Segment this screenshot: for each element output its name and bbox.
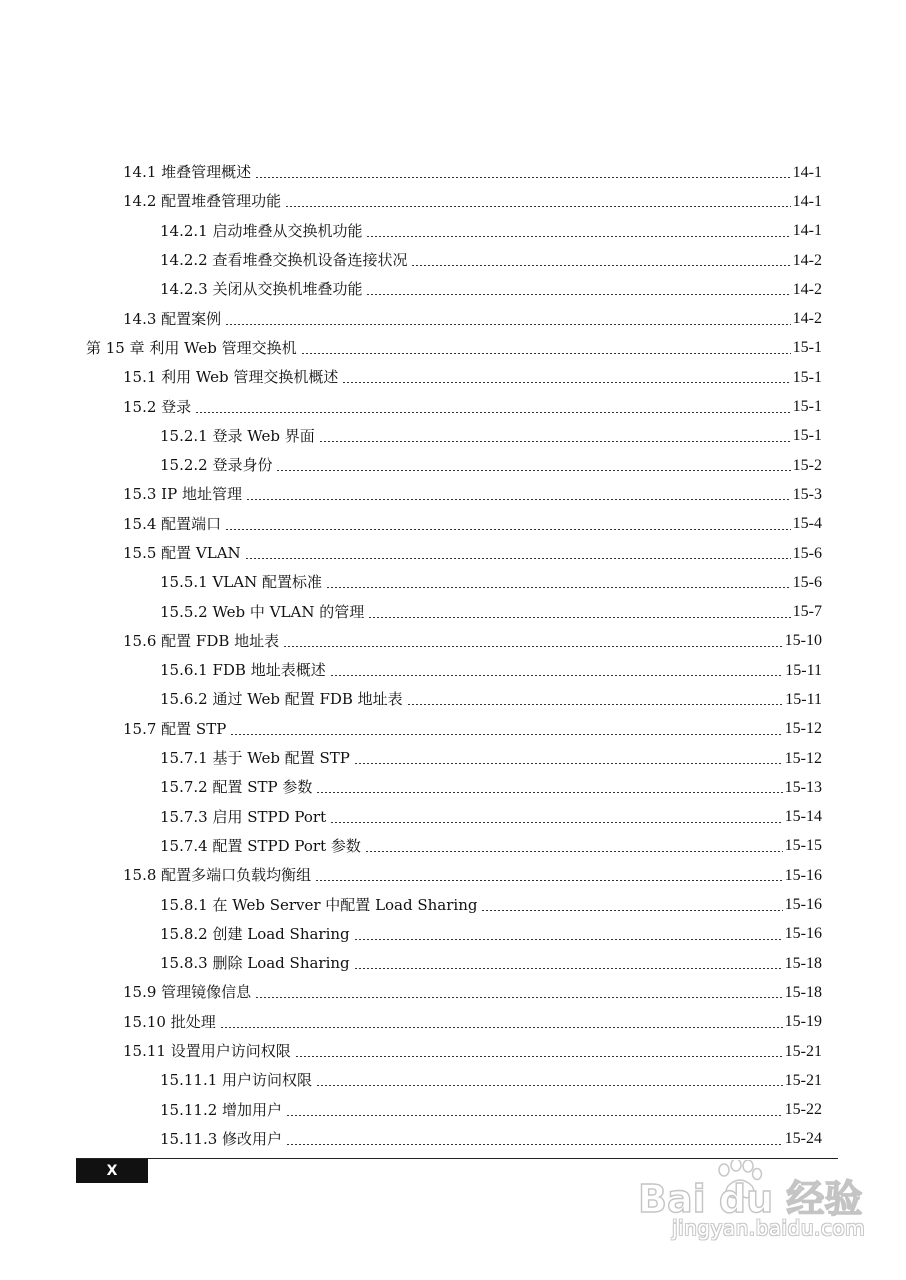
- toc-entry: [0, 539, 906, 568]
- toc-entry-title: 15.11.3 修改用户: [160, 1129, 283, 1148]
- toc-entry-title: 14.2 配置堆叠管理功能: [123, 192, 282, 211]
- toc-entry-page: 15-3: [792, 485, 822, 503]
- toc-entry: [0, 1008, 906, 1037]
- toc-entry-title: 14.2.3 关闭从交换机堆叠功能: [160, 280, 363, 299]
- toc-dot-leader: [315, 880, 783, 881]
- toc-dot-leader: [276, 470, 790, 471]
- toc-entry-page: 15-12: [784, 720, 822, 738]
- toc-dot-leader: [354, 939, 783, 940]
- toc-entry: [0, 597, 906, 626]
- toc-dot-leader: [319, 441, 791, 442]
- toc-entry-page: 15-1: [792, 427, 822, 445]
- toc-dot-leader: [286, 1115, 783, 1116]
- toc-entry: [0, 422, 906, 451]
- toc-entry-title: 14.2.2 查看堆叠交换机设备连接状况: [160, 251, 408, 270]
- toc-entry: [0, 1096, 906, 1125]
- toc-entry-title: 15.11.1 用户访问权限: [160, 1071, 313, 1090]
- toc-dot-leader: [245, 558, 791, 559]
- toc-dot-leader: [195, 412, 791, 413]
- toc-entry: [0, 1066, 906, 1095]
- toc-dot-leader: [230, 734, 782, 735]
- toc-dot-leader: [342, 382, 790, 383]
- toc-entry-title: 15.5.2 Web 中 VLAN 的管理: [160, 602, 365, 621]
- toc-entry: [0, 217, 906, 246]
- toc-entry: [0, 1037, 906, 1066]
- toc-entry: [0, 773, 906, 802]
- toc-entry-page: 15-21: [784, 1042, 822, 1060]
- toc-dot-leader: [220, 1027, 783, 1028]
- toc-entry: [0, 861, 906, 890]
- toc-dot-leader: [354, 968, 783, 969]
- toc-dot-leader: [316, 792, 782, 793]
- toc-entry-title: 15.7 配置 STP: [123, 719, 227, 738]
- baidu-paw-logo-icon: [636, 1160, 866, 1220]
- toc-entry: [0, 656, 906, 685]
- toc-entry-title: 15.2.2 登录身份: [160, 456, 273, 475]
- toc-entry-page: 15-15: [784, 837, 822, 855]
- toc-dot-leader: [255, 997, 783, 998]
- toc-entry-page: 14-2: [792, 280, 822, 298]
- toc-dot-leader: [407, 704, 784, 705]
- toc-entry-title: 15.8.3 删除 Load Sharing: [160, 954, 350, 973]
- toc-entry: [0, 451, 906, 480]
- toc-entry-title: 15.7.2 配置 STP 参数: [160, 778, 313, 797]
- toc-entry-page: 15-18: [784, 954, 822, 972]
- toc-entry: [0, 627, 906, 656]
- toc-entry-title: 15.11 设置用户访问权限: [123, 1042, 291, 1061]
- toc-entry-page: 15-7: [792, 603, 822, 621]
- toc-entry: [0, 568, 906, 597]
- toc-entry-title: 15.6.1 FDB 地址表概述: [160, 661, 326, 680]
- toc-entry-title: 15.8 配置多端口负载均衡组: [123, 866, 312, 885]
- toc-entry: [0, 304, 906, 333]
- toc-entry-page: 15-1: [792, 339, 822, 357]
- toc-dot-leader: [285, 206, 791, 207]
- toc-entry: [0, 246, 906, 275]
- toc-entry-page: 14-1: [792, 163, 822, 181]
- toc-entry-title: 15.3 IP 地址管理: [123, 485, 242, 504]
- watermark-site-url: jingyan.baidu.com: [672, 1216, 866, 1240]
- toc-dot-leader: [481, 910, 782, 911]
- toc-entry: [0, 392, 906, 421]
- toc-entry-page: 15-6: [792, 573, 822, 591]
- toc-entry: [0, 158, 906, 187]
- toc-entry: [0, 832, 906, 861]
- toc-entry: [0, 685, 906, 714]
- toc-entry-title: 14.3 配置案例: [123, 309, 222, 328]
- toc-entry: [0, 187, 906, 216]
- toc-dot-leader: [255, 177, 791, 178]
- toc-entry: [0, 949, 906, 978]
- toc-dot-leader: [366, 294, 790, 295]
- toc-dot-leader: [366, 236, 790, 237]
- table-of-contents: [0, 158, 906, 1154]
- toc-entry-title: 15.9 管理镜像信息: [123, 983, 252, 1002]
- toc-entry-title: 15.6.2 通过 Web 配置 FDB 地址表: [160, 690, 403, 709]
- toc-entry-title: 14.1 堆叠管理概述: [123, 163, 252, 182]
- toc-entry-page: 14-1: [792, 192, 822, 210]
- toc-dot-leader: [330, 675, 784, 676]
- toc-dot-leader: [225, 529, 791, 530]
- toc-dot-leader: [330, 822, 783, 823]
- toc-entry-title: 14.2.1 启动堆叠从交换机功能: [160, 221, 363, 240]
- toc-dot-leader: [225, 324, 791, 325]
- toc-entry-page: 15-16: [784, 866, 822, 884]
- toc-dot-leader: [368, 617, 790, 618]
- toc-entry-page: 15-13: [784, 778, 822, 796]
- toc-entry-title: 15.7.4 配置 STPD Port 参数: [160, 836, 361, 855]
- toc-entry-title: 15.5 配置 VLAN: [123, 544, 241, 562]
- page-number-badge: [76, 1159, 148, 1183]
- toc-entry: [0, 978, 906, 1007]
- toc-entry-page: 14-1: [792, 222, 822, 240]
- toc-entry: [0, 715, 906, 744]
- toc-entry-title: 15.11.2 增加用户: [160, 1100, 283, 1119]
- toc-dot-leader: [283, 646, 783, 647]
- toc-entry: [0, 480, 906, 509]
- toc-entry: [0, 275, 906, 304]
- toc-entry-title: 第 15 章 利用 Web 管理交换机: [86, 338, 297, 357]
- baidu-jingyan-watermark: [636, 1150, 866, 1260]
- toc-entry: [0, 510, 906, 539]
- toc-entry: [0, 890, 906, 919]
- toc-entry-page: 15-24: [784, 1130, 822, 1148]
- toc-entry-title: 15.5.1 VLAN 配置标准: [160, 573, 322, 592]
- toc-entry: [0, 363, 906, 392]
- toc-entry-page: 15-19: [784, 1013, 822, 1031]
- toc-entry-title: 15.10 批处理: [123, 1012, 216, 1031]
- toc-entry-title: 15.2.1 登录 Web 界面: [160, 426, 315, 445]
- toc-entry-title: 15.1 利用 Web 管理交换机概述: [123, 368, 339, 387]
- toc-entry-page: 15-16: [784, 925, 822, 943]
- toc-entry-title: 15.2 登录: [123, 397, 192, 416]
- toc-entry-page: 15-1: [792, 368, 822, 386]
- toc-entry-page: 15-22: [784, 1101, 822, 1119]
- toc-entry-title: 15.7.1 基于 Web 配置 STP: [160, 749, 350, 768]
- toc-dot-leader: [365, 851, 783, 852]
- toc-entry-page: 15-2: [792, 456, 822, 474]
- toc-dot-leader: [411, 265, 790, 266]
- toc-dot-leader: [301, 353, 791, 354]
- toc-entry-page: 15-11: [785, 690, 822, 708]
- toc-entry-page: 15-14: [784, 808, 822, 826]
- toc-entry-page: 15-18: [784, 983, 822, 1001]
- toc-entry-page: 15-16: [784, 896, 822, 914]
- toc-entry-title: 15.8.1 在 Web Server 中配置 Load Sharing: [160, 895, 478, 914]
- toc-entry: [0, 920, 906, 949]
- toc-dot-leader: [295, 1056, 783, 1057]
- toc-dot-leader: [246, 499, 791, 500]
- toc-entry-page: 15-10: [784, 632, 822, 650]
- toc-entry: [0, 744, 906, 773]
- toc-entry: [0, 803, 906, 832]
- page-number-label: X: [106, 1163, 118, 1179]
- toc-dot-leader: [354, 763, 783, 764]
- toc-entry-page: 15-12: [784, 749, 822, 767]
- toc-entry-page: 15-21: [784, 1071, 822, 1089]
- toc-entry-page: 14-2: [792, 251, 822, 269]
- watermark-logo-text: Bai du 经验: [638, 1177, 863, 1220]
- toc-dot-leader: [286, 1144, 783, 1145]
- toc-entry: [0, 334, 906, 363]
- toc-entry-page: 15-11: [785, 661, 822, 679]
- toc-entry-title: 15.8.2 创建 Load Sharing: [160, 924, 350, 943]
- toc-dot-leader: [316, 1085, 783, 1086]
- toc-entry-title: 15.4 配置端口: [123, 514, 222, 533]
- toc-entry-page: 14-2: [792, 310, 822, 328]
- toc-entry-page: 15-1: [792, 398, 822, 416]
- toc-entry-title: 15.7.3 启用 STPD Port: [160, 807, 327, 826]
- toc-entry-title: 15.6 配置 FDB 地址表: [123, 631, 280, 650]
- toc-dot-leader: [326, 587, 791, 588]
- toc-entry-page: 15-6: [792, 544, 822, 562]
- toc-entry-page: 15-4: [792, 515, 822, 533]
